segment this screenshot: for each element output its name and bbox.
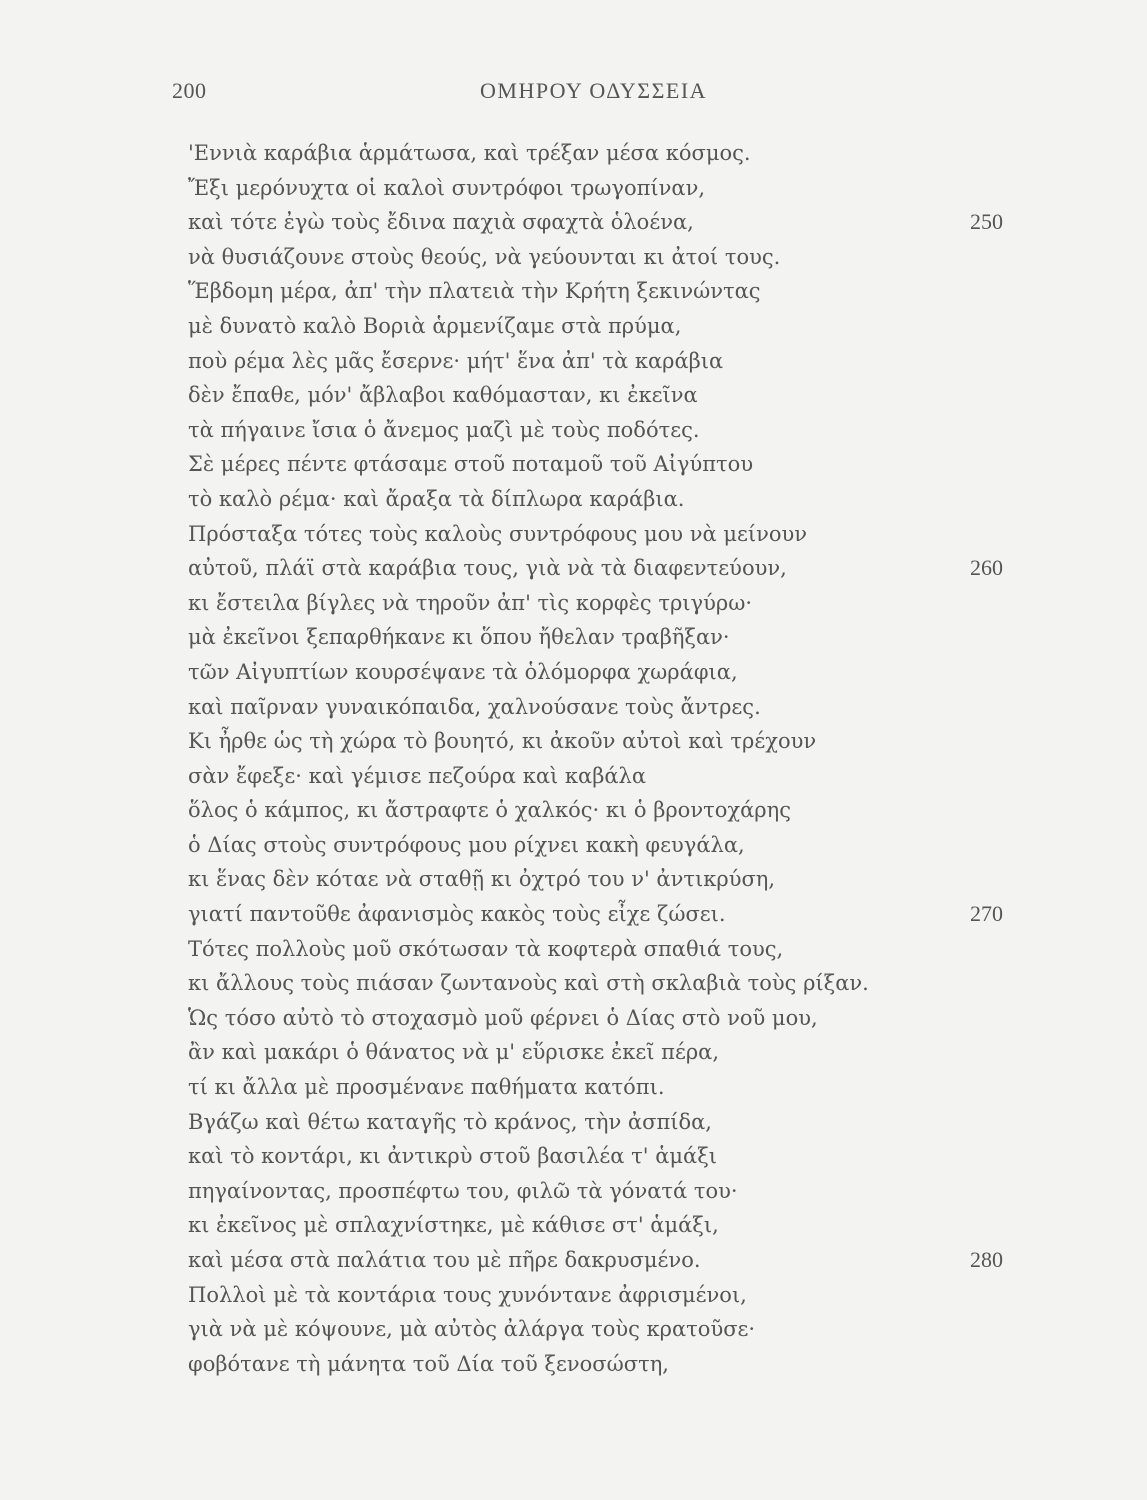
verse-line-text: ὁ Δίας στοὺς συντρόφους μου ρίχνει κακὴ φευγάλα, bbox=[188, 832, 745, 857]
verse-line bbox=[188, 205, 1028, 240]
verse-line bbox=[188, 1070, 1028, 1105]
verse-line bbox=[188, 240, 1028, 275]
verse-line bbox=[188, 1347, 1028, 1382]
verse-line-text: πηγαίνοντας, προσπέφτω του, φιλῶ τὰ γόνατά του· bbox=[188, 1178, 738, 1203]
line-number: 260 bbox=[970, 555, 1003, 581]
verse-line bbox=[188, 274, 1028, 309]
verse-line-text: Ἔξι μερόνυχτα οἱ καλοὶ συντρόφοι τρωγοπίναν, bbox=[188, 175, 706, 200]
verse-line bbox=[188, 1001, 1028, 1036]
verse-line bbox=[188, 1174, 1028, 1209]
verse-line bbox=[188, 344, 1028, 379]
verse-line-text: κι ἄλλους τοὺς πιάσαν ζωντανοὺς καὶ στὴ σκλαβιὰ τοὺς ρίξαν. bbox=[188, 971, 869, 996]
verse-line bbox=[188, 551, 1028, 586]
line-number: 250 bbox=[970, 209, 1003, 235]
verse-line-text: κι ἕνας δὲν κόταε νὰ σταθῇ κι ὀχτρό του ν' ἀντικρύση, bbox=[188, 867, 776, 892]
verse-line-text: γιατί παντοῦθε ἀφανισμὸς κακὸς τοὺς εἶχε ζώσει. bbox=[188, 902, 726, 927]
page-header bbox=[0, 78, 1147, 108]
verse-line bbox=[188, 793, 1028, 828]
verse-line bbox=[188, 1312, 1028, 1347]
verse-line-text: μὰ ἐκεῖνοι ξεπαρθήκανε κι ὅπου ἤθελαν τραβῆξαν· bbox=[188, 625, 730, 650]
verse-line bbox=[188, 482, 1028, 517]
verse-line bbox=[188, 1208, 1028, 1243]
verse-block bbox=[188, 136, 1028, 1381]
verse-line bbox=[188, 759, 1028, 794]
verse-line bbox=[188, 1243, 1028, 1278]
verse-line bbox=[188, 586, 1028, 621]
verse-line bbox=[188, 378, 1028, 413]
verse-line-text: Κι ἦρθε ὡς τὴ χώρα τὸ βουητό, κι ἀκοῦν αὐτοὶ καὶ τρέχουν bbox=[188, 729, 817, 754]
verse-line bbox=[188, 413, 1028, 448]
verse-line-text: κι ἐκεῖνος μὲ σπλαχνίστηκε, μὲ κάθισε στ' ἁμάξι, bbox=[188, 1213, 719, 1238]
verse-line bbox=[188, 447, 1028, 482]
verse-line-text: Πολλοὶ μὲ τὰ κοντάρια τους χυνόντανε ἀφρισμένοι, bbox=[188, 1282, 747, 1307]
verse-line-text: νὰ θυσιάζουνε στοὺς θεούς, νὰ γεύουνται κι ἀτοί τους. bbox=[188, 244, 781, 269]
verse-line-text: φοβότανε τὴ μάνητα τοῦ Δία τοῦ ξενοσώστη, bbox=[188, 1351, 669, 1376]
verse-line bbox=[188, 517, 1028, 552]
verse-line-text: ἂν καὶ μακάρι ὁ θάνατος νὰ μ' εὕρισκε ἐκεῖ πέρα, bbox=[188, 1040, 720, 1065]
verse-line-text: Ἕβδομη μέρα, ἀπ' τὴν πλατειὰ τὴν Κρήτη ξεκινώντας bbox=[188, 279, 761, 304]
verse-line bbox=[188, 862, 1028, 897]
verse-line-text: καὶ τότε ἐγὼ τοὺς ἔδινα παχιὰ σφαχτὰ ὁλοένα, bbox=[188, 210, 694, 235]
verse-line-text: δὲν ἔπαθε, μόν' ἄβλαβοι καθόμασταν, κι ἐκεῖνα bbox=[188, 383, 698, 408]
line-number: 270 bbox=[970, 901, 1003, 927]
verse-line-text: ὅλος ὁ κάμπος, κι ἄστραφτε ὁ χαλκός· κι ὁ βροντοχάρης bbox=[188, 798, 791, 823]
verse-line bbox=[188, 309, 1028, 344]
verse-line bbox=[188, 828, 1028, 863]
verse-line bbox=[188, 966, 1028, 1001]
page-number: 200 bbox=[172, 78, 207, 103]
verse-line-text: γιὰ νὰ μὲ κόψουνε, μὰ αὐτὸς ἀλάργα τοὺς κρατοῦσε· bbox=[188, 1317, 756, 1342]
verse-line-text: τῶν Αἰγυπτίων κουρσέψανε τὰ ὁλόμορφα χωράφια, bbox=[188, 659, 738, 684]
verse-line bbox=[188, 171, 1028, 206]
verse-line-text: Ὡς τόσο αὐτὸ τὸ στοχασμὸ μοῦ φέρνει ὁ Δίας στὸ νοῦ μου, bbox=[188, 1005, 818, 1030]
verse-line-text: Σὲ μέρες πέντε φτάσαμε στοῦ ποταμοῦ τοῦ Αἰγύπτου bbox=[188, 452, 754, 477]
verse-line bbox=[188, 690, 1028, 725]
verse-line bbox=[188, 932, 1028, 967]
verse-line-text: τί κι ἄλλα μὲ προσμένανε παθήματα κατόπι. bbox=[188, 1075, 665, 1100]
verse-line-text: 'Εννιὰ καράβια ἁρμάτωσα, καὶ τρέξαν μέσα κόσμος. bbox=[188, 141, 751, 165]
verse-line-text: σὰν ἔφεξε· καὶ γέμισε πεζούρα καὶ καβάλα bbox=[188, 763, 647, 788]
line-number: 280 bbox=[970, 1247, 1003, 1272]
verse-line bbox=[188, 620, 1028, 655]
verse-line-text: αὐτοῦ, πλάϊ στὰ καράβια τους, γιὰ νὰ τὰ διαφεντεύουν, bbox=[188, 556, 787, 581]
verse-line-text: τὸ καλὸ ρέμα· καὶ ἄραξα τὰ δίπλωρα καράβια. bbox=[188, 486, 685, 511]
verse-line bbox=[188, 1139, 1028, 1174]
verse-line-text: καὶ τὸ κοντάρι, κι ἀντικρὺ στοῦ βασιλέα τ' ἁμάξι bbox=[188, 1144, 718, 1169]
verse-line bbox=[188, 136, 1028, 171]
verse-line-text: μὲ δυνατὸ καλὸ Βοριὰ ἁρμενίζαμε στὰ πρύμα, bbox=[188, 313, 682, 338]
verse-line bbox=[188, 724, 1028, 759]
verse-line-text: Πρόσταξα τότες τοὺς καλοὺς συντρόφους μου νὰ μείνουν bbox=[188, 521, 808, 546]
verse-line-text: καὶ παῖρναν γυναικόπαιδα, χαλνούσανε τοὺς ἄντρες. bbox=[188, 694, 761, 719]
verse-line bbox=[188, 897, 1028, 932]
verse-line bbox=[188, 1278, 1028, 1313]
verse-line-text: Τότες πολλοὺς μοῦ σκότωσαν τὰ κοφτερὰ σπαθιά τους, bbox=[188, 936, 784, 961]
verse-line-text: κι ἔστειλα βίγλες νὰ τηροῦν ἀπ' τὶς κορφὲς τριγύρω· bbox=[188, 590, 753, 615]
verse-line-text: Βγάζω καὶ θέτω καταγῆς τὸ κράνος, τὴν ἀσπίδα, bbox=[188, 1109, 712, 1134]
verse-line bbox=[188, 1105, 1028, 1140]
verse-line-text: καὶ μέσα στὰ παλάτια του μὲ πῆρε δακρυσμένο. bbox=[188, 1248, 701, 1272]
running-title: ΟΜΗΡΟΥ ΟΔΥΣΣΕΙΑ bbox=[480, 78, 708, 103]
verse-line-text: ποὺ ρέμα λὲς μᾶς ἔσερνε· μήτ' ἕνα ἀπ' τὰ καράβια bbox=[188, 348, 724, 373]
verse-line bbox=[188, 1035, 1028, 1070]
verse-line-text: τὰ πήγαινε ἴσια ὁ ἄνεμος μαζὶ μὲ τοὺς ποδότες. bbox=[188, 417, 700, 442]
verse-line bbox=[188, 655, 1028, 690]
